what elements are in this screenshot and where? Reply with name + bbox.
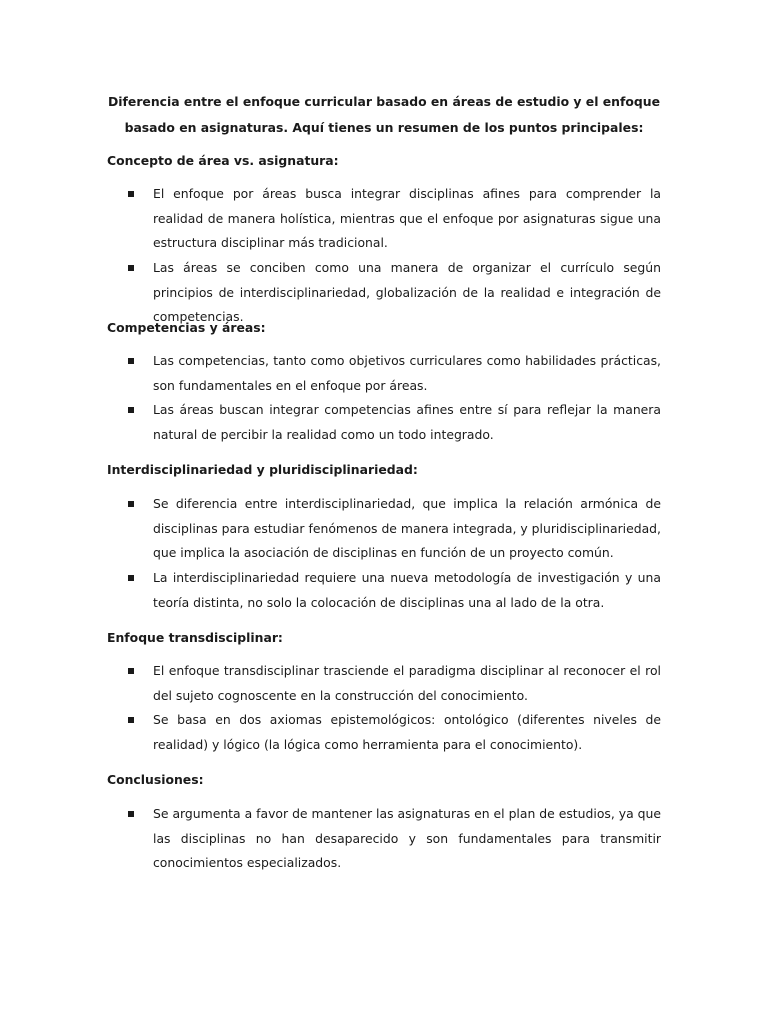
bullet-text: Se basa en dos axiomas epistemológicos: ontológico (diferentes niveles de realidad) y lógico (la lógica como herramienta para el conocimiento). — [153, 712, 661, 752]
section-heading-competencias: Competencias y áreas: — [107, 320, 266, 335]
document-title: Diferencia entre el enfoque curricular basado en áreas de estudio y el enfoque basado en asignaturas. Aquí tienes un resumen de los puntos principales: — [108, 94, 660, 135]
section-heading-conclusiones: Conclusiones: — [107, 772, 204, 787]
bullet-text: Las áreas buscan integrar competencias afines entre sí para reflejar la manera natural de percibir la realidad como un todo integrado. — [153, 402, 661, 442]
bullet-text: Las áreas se conciben como una manera de organizar el currículo según principios de interdisciplinariedad, globalización de la realidad e integración de competencias. — [153, 260, 661, 324]
bullet-marker — [128, 668, 134, 674]
bullet-marker — [128, 407, 134, 413]
bullet-text: Las competencias, tanto como objetivos curriculares como habilidades prácticas, son fundamentales en el enfoque por áreas. — [153, 353, 661, 393]
bullet-marker — [128, 358, 134, 364]
section-heading-interdisciplinariedad: Interdisciplinariedad y pluridisciplinariedad: — [107, 462, 418, 477]
bullet-marker — [128, 811, 134, 817]
bullet-marker — [128, 501, 134, 507]
bullet-text: Se argumenta a favor de mantener las asignaturas en el plan de estudios, ya que las disciplinas no han desaparecido y son fundamentales para transmitir conocimientos especializados. — [153, 806, 661, 870]
bullet-marker — [128, 191, 134, 197]
bullet-text: El enfoque transdisciplinar trasciende el paradigma disciplinar al reconocer el rol del sujeto cognoscente en la construcción del conocimiento. — [153, 663, 661, 703]
section-heading-concepto: Concepto de área vs. asignatura: — [107, 153, 339, 168]
bullet-marker — [128, 265, 134, 271]
bullet-marker — [128, 575, 134, 581]
bullet-text: Se diferencia entre interdisciplinariedad, que implica la relación armónica de disciplinas para estudiar fenómenos de manera integrada, y pluridisciplinariedad, que implica la asociación de disciplinas en función de un proyecto común. — [153, 496, 661, 560]
bullet-text: El enfoque por áreas busca integrar disciplinas afines para comprender la realidad de manera holística, mientras que el enfoque por asignaturas sigue una estructura disciplinar más tradicional. — [153, 186, 661, 250]
section-heading-transdisciplinar: Enfoque transdisciplinar: — [107, 630, 283, 645]
bullet-text: La interdisciplinariedad requiere una nueva metodología de investigación y una teoría distinta, no solo la colocación de disciplinas una al lado de la otra. — [153, 570, 661, 610]
bullet-marker — [128, 717, 134, 723]
